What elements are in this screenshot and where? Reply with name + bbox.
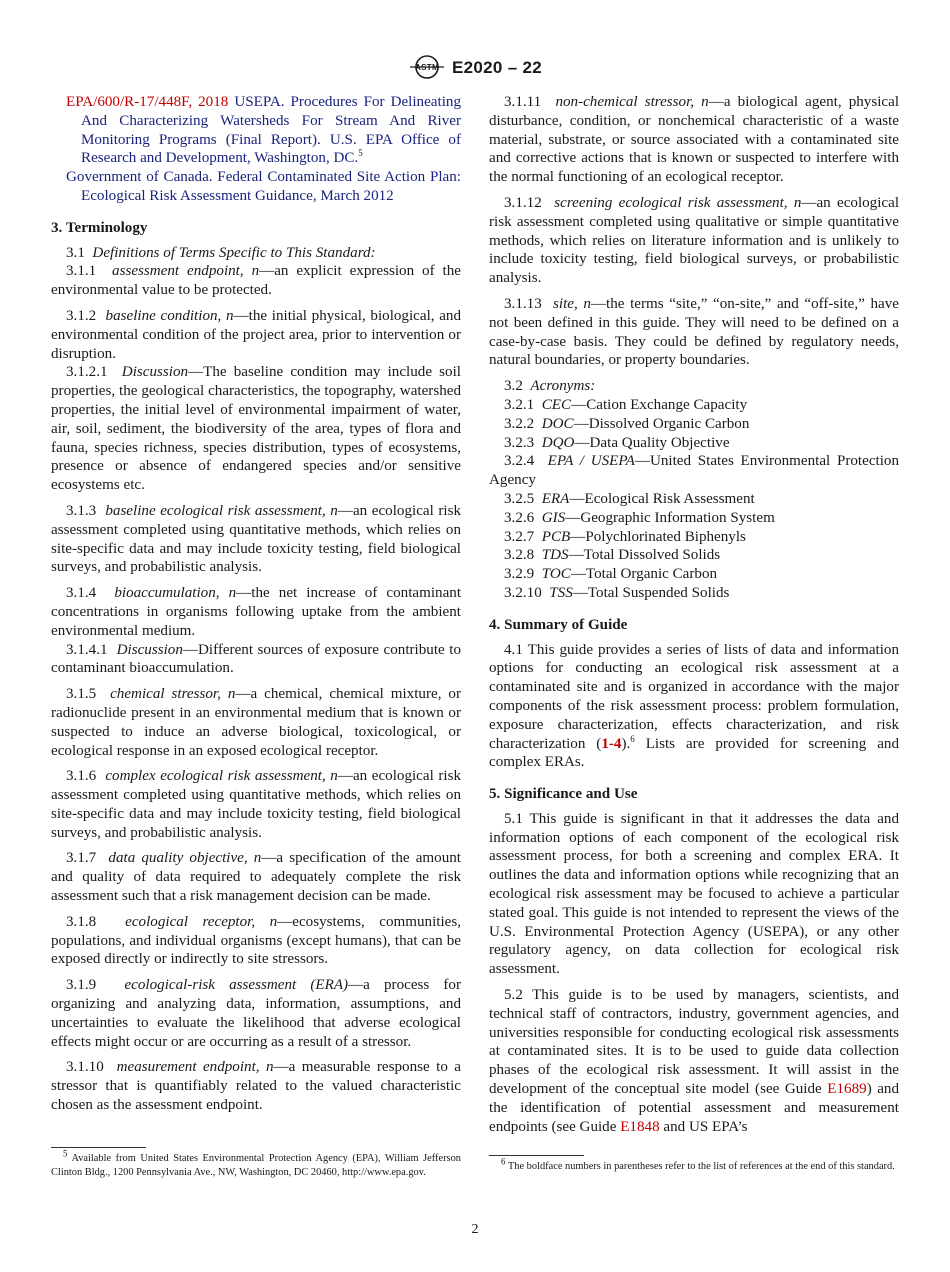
term-definition: —ecosystems, communities, populations, and individual organisms (except humans), that can be exposed directly or indirectly to site stressors.	[51, 913, 462, 968]
acronym-full: —Total Organic Carbon	[570, 566, 718, 583]
paragraph-text: Lists are provided for screening and complex ERAs.	[489, 735, 899, 771]
term-number: 3.1.3	[66, 502, 97, 519]
term-number: 3.1.4.1	[66, 641, 108, 658]
acronym-full: —Polychlorinated Biphenyls	[570, 528, 746, 545]
acronym-item	[489, 528, 899, 547]
term-definition: —an ecological risk assessment completed using qualitative or simple quantitative methods, which relies on literature information and is unlikely to include toxicity testing, field biological surveys, or probabilistic analysis.	[489, 194, 900, 287]
page-number: 2	[471, 1222, 479, 1237]
reference-link-1-4[interactable]: 1-4	[601, 735, 622, 752]
term-name: baseline ecological risk assessment, n	[105, 502, 338, 519]
term-3-1-9	[51, 976, 461, 1051]
guide-link-e1848[interactable]: E1848	[620, 1118, 660, 1135]
reference-canada	[51, 168, 461, 206]
astm-logo-icon	[408, 54, 446, 80]
acronym-full: —Data Quality Objective	[574, 434, 730, 451]
term-3-1-1	[51, 262, 461, 300]
acronym-number: 3.2.8	[504, 547, 535, 564]
term-name: measurement endpoint, n	[116, 1059, 274, 1076]
term-name: Discussion	[121, 364, 189, 381]
section-heading-terminology: 3. Terminology	[51, 219, 148, 236]
acronym-full: —United States Environmental Protection Agency	[489, 453, 900, 489]
acronym-number: 3.2.7	[504, 528, 535, 545]
footnote-text: The boldface numbers in parentheses refer to the list of references at the end of this standard.	[505, 1161, 895, 1172]
acronym-number: 3.2.1	[504, 396, 535, 413]
footnote-number: 5	[63, 1148, 68, 1159]
acronym-item	[489, 565, 899, 584]
term-definition: —an ecological risk assessment completed using quantitative methods, which relies on site-specific data and may include toxicity testing, field biological surveys, and probabilistic analysis.	[51, 768, 461, 841]
term-number: 3.1.2.1	[66, 364, 108, 381]
term-definition: —the net increase of contaminant concentrations in organisms following uptake from the ambient environmental medium.	[51, 585, 462, 639]
acronym-abbr: GIS	[541, 509, 566, 526]
document-header	[0, 54, 950, 80]
term-name: data quality objective, n	[108, 850, 262, 867]
designation: E2020 – 22	[452, 58, 542, 77]
term-name: site, n	[553, 295, 591, 312]
term-definition: —Different sources of exposure contribute to contaminant bioaccumulation.	[51, 641, 462, 677]
term-name: ecological-risk assessment (ERA)	[124, 977, 349, 994]
term-definition: —a biological agent, physical disturbance, condition, or nonchemical characteristic of a waste material, substrate, or source associated with a contaminated site and corrective actions that is known or suspected to interfere with the normal functioning of an ecological receptor.	[489, 94, 900, 186]
term-definition: —a specification of the amount and quality of data required to adequately complete the risk assessment such that a risk management decision can be made.	[51, 850, 461, 905]
acronym-item	[489, 396, 899, 415]
acronym-number: 3.2.9	[504, 566, 535, 583]
term-3-1-10	[51, 1058, 461, 1114]
acronym-full: —Geographic Information System	[565, 509, 775, 526]
acronym-full: —Ecological Risk Assessment	[569, 490, 755, 507]
section-heading-summary: 4. Summary of Guide	[489, 616, 628, 633]
acronym-number: 3.2.2	[504, 415, 535, 432]
paragraph-5-2	[489, 986, 899, 1136]
term-number: 3.1.12	[504, 194, 542, 211]
footnote-5	[51, 1148, 461, 1180]
term-number: 3.2	[504, 378, 523, 395]
term-definition: —a chemical, chemical mixture, or radionuclide present in an environmental medium that is known or suspected to induce an adverse biological, toxicological, or ecological response in an exposed ecological receptor.	[51, 686, 461, 759]
term-3-1-11	[489, 93, 899, 187]
term-3-1-3	[51, 502, 461, 577]
term-name: bioaccumulation, n	[114, 585, 237, 602]
term-title: Definitions of Terms Specific to This Standard:	[92, 244, 376, 261]
term-number: 3.1.6	[66, 768, 97, 785]
acronym-abbr: EPA / USEPA	[547, 453, 635, 470]
acronym-item	[489, 584, 899, 603]
right-column	[489, 93, 899, 1143]
canada-reference-text: Government of Canada. Federal Contaminated Site Action Plan: Ecological Risk Assessment Guidance, March 2012	[66, 169, 461, 204]
acronym-number: 3.2.6	[504, 509, 535, 526]
acronym-abbr: DQO	[541, 434, 575, 451]
term-3-1-6	[51, 767, 461, 842]
term-3-1-13	[489, 295, 899, 370]
acronym-item	[489, 415, 899, 434]
term-3-1-4	[51, 584, 461, 640]
section-heading-significance: 5. Significance and Use	[489, 786, 638, 803]
term-name: complex ecological risk assessment, n	[105, 768, 338, 785]
acronym-abbr: DOC	[541, 415, 574, 432]
term-number: 3.1.11	[504, 94, 542, 110]
term-definition: —a process for organizing and analyzing data, information, assumptions, and uncertainties to evaluate the likelihood that adverse ecological effects might occur or are occurring as a result of a stressor.	[51, 977, 462, 1050]
term-number: 3.1.8	[66, 913, 97, 930]
acronym-full: —Total Dissolved Solids	[568, 547, 721, 564]
acronym-item	[489, 434, 899, 453]
term-title: Acronyms:	[530, 378, 596, 395]
paragraph-text: 5.2 This guide is to be used by managers, scientists, and technical staff of contractors, industry, government agencies, and universities responsible for conducting ecological risk assessments at contaminated sites. It is to be used to guide data collection phases of the ecological risk assessment. It will assist in the development of the conceptual site model (see Guide	[489, 987, 899, 1098]
paragraph-text: and US EPA’s	[659, 1118, 748, 1135]
term-3-1-4-1	[51, 641, 461, 679]
term-number: 3.1.10	[66, 1059, 104, 1076]
footnote-6	[489, 1156, 899, 1174]
left-column	[51, 93, 461, 1122]
footnote-number: 6	[501, 1156, 506, 1167]
term-3-1-8	[51, 913, 461, 969]
logo-text: ASTM	[415, 63, 439, 72]
term-number: 3.1.4	[66, 585, 97, 602]
term-number: 3.1.2	[66, 307, 97, 324]
term-3-1-7	[51, 849, 461, 905]
paragraph-5-1: 5.1 This guide is significant in that it addresses the data and information options of each component of the ecological risk assessment process, for both a screening and complex ERA. It outlines the data and information options while recognizing that an ecological risk assessment may be focused to achieve a particular stated goal. This guide is not intended to represent the views of the U.S. Environmental Protection Agency (USEPA), or any other regulatory agency, on data collection for ecological risk assessment.	[489, 810, 899, 978]
acronym-full: —Dissolved Organic Carbon	[573, 415, 750, 432]
acronym-abbr: TDS	[541, 547, 569, 564]
term-name: baseline condition, n	[105, 307, 234, 324]
term-number: 3.1.7	[66, 850, 97, 867]
term-definition: —a measurable response to a stressor that is quantifiably related to the valued characteristic chosen as the assessment endpoint.	[51, 1059, 461, 1114]
term-name: non-chemical stressor, n	[555, 94, 709, 110]
term-3-1	[51, 244, 461, 263]
term-definition: —an explicit expression of the environmental value to be protected.	[51, 263, 461, 299]
paragraph-text: 4.1 This guide provides a series of lists of data and information options for conducting an ecological risk assessment at a contaminated site and is organized in accordance with the major components of the risk assessment process: problem formulation, exposure characterization, effects characterization, and risk characterization (	[489, 641, 899, 752]
paragraph-text: ) and the identification of potential assessment and measurement endpoints (see Guide	[489, 1081, 900, 1135]
term-number: 3.1.13	[504, 295, 542, 312]
paragraph-text: ).	[621, 735, 631, 752]
term-3-1-12	[489, 194, 899, 288]
epa-reference-text: USEPA. Procedures For Delineating And Characterizing Watersheds For Stream And River Monitoring Programs (Final Report). U.S. EPA Office of Research and Development, Washington, DC.	[81, 94, 461, 167]
term-name: screening ecological risk assessment, n	[554, 194, 802, 211]
term-name: chemical stressor, n	[110, 686, 236, 703]
term-number: 3.1.9	[66, 977, 97, 994]
acronym-number: 3.2.4	[504, 453, 535, 470]
acronym-abbr: TOC	[541, 566, 571, 583]
reference-epa	[51, 93, 461, 168]
footnote-marker-6: 6	[630, 733, 635, 744]
term-definition: —an ecological risk assessment completed using quantitative methods, which relies on site-specific data and may include toxicity testing, field biological surveys, and probabilistic analysis.	[51, 502, 462, 576]
acronym-item	[489, 490, 899, 509]
acronym-item	[489, 546, 899, 565]
acronym-abbr: CEC	[541, 396, 572, 413]
acronym-item	[489, 452, 899, 490]
term-3-1-2-1	[51, 363, 461, 495]
term-number: 3.1	[66, 244, 85, 261]
acronym-number: 3.2.3	[504, 434, 535, 451]
term-name: assessment endpoint, n	[112, 263, 260, 280]
term-definition: —The baseline condition may include soil properties, the geological characteristics, the topography, watershed properties, the initial level of environmental impairment of water, air, soil, sediment, the biodiversity of the area, types of flora and fauna, species richness, species distribution, types of ecosystems, presence or absence of endangered species and/or sensitive ecosystems etc.	[51, 364, 461, 494]
acronym-list	[489, 396, 899, 603]
footnote-text: Available from United States Environmental Protection Agency (EPA), William Jefferson Clinton Bldg., 1200 Pennsylvania Ave., NW, Washington, DC 20460, http://www.epa.gov.	[51, 1153, 461, 1178]
epa-doc-code-link[interactable]: EPA/600/R-17/448F, 2018	[66, 94, 229, 110]
paragraph-4-1	[489, 641, 899, 773]
acronym-number: 3.2.10	[504, 584, 542, 601]
acronym-item	[489, 509, 899, 528]
acronym-abbr: PCB	[541, 528, 571, 545]
acronym-number: 3.2.5	[504, 490, 535, 507]
acronym-abbr: TSS	[549, 584, 573, 601]
term-3-1-5	[51, 685, 461, 760]
term-definition: —the terms “site,” “on-site,” and “off-site,” have not been defined in this guide. They will need to be defined on a case-by-case basis. They could be defined by regulatory needs, natural boundaries, or property boundaries.	[489, 295, 899, 369]
term-name: ecological receptor, n	[125, 913, 278, 930]
term-definition: —the initial physical, biological, and environmental condition of the project area, prior to intervention or disruption.	[51, 307, 462, 362]
term-3-2	[489, 377, 899, 396]
acronym-full: —Cation Exchange Capacity	[571, 396, 748, 413]
footnote-marker-5: 5	[358, 148, 363, 159]
term-number: 3.1.5	[66, 686, 97, 703]
acronym-full: —Total Suspended Solids	[572, 584, 730, 601]
term-number: 3.1.1	[66, 263, 97, 280]
guide-link-e1689[interactable]: E1689	[827, 1081, 867, 1098]
term-name: Discussion	[116, 641, 183, 658]
acronym-abbr: ERA	[541, 490, 570, 507]
term-3-1-2	[51, 307, 461, 363]
